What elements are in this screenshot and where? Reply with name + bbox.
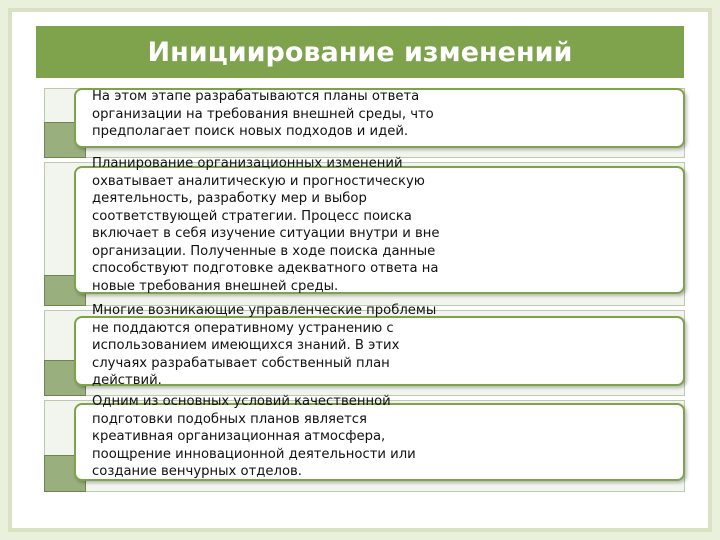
content-text-4: Одним из основных условий качественной подготовки подобных планов является креативная организационная атмосфера, поощрение инновационной деятельности или создание венчурных отделов.: [92, 394, 416, 479]
content-text-3: Многие возникающие управленческие проблемы не поддаются оперативному устранению с использованием имеющихся знаний. В этих случаях разрабатывает собственный план действий.: [92, 303, 437, 388]
title-bar: [36, 26, 684, 78]
slide-title: Инициирование изменений: [147, 36, 573, 68]
content-text-1: На этом этапе разрабатываются планы ответа организации на требования внешней среды, что предполагает поиск новых подходов и идей.: [92, 89, 434, 139]
content-text-2: Планирование организационных изменений охватывает аналитическую и прогностическую деятельность, разработку мер и выбор соответствующей стратегии. Процесс поиска включает в себя изучение ситуации внутри и вне организации. Полученные в ходе поиска данные способствуют подготовке адекватного ответа на новые требования внешней среды.: [92, 156, 440, 294]
